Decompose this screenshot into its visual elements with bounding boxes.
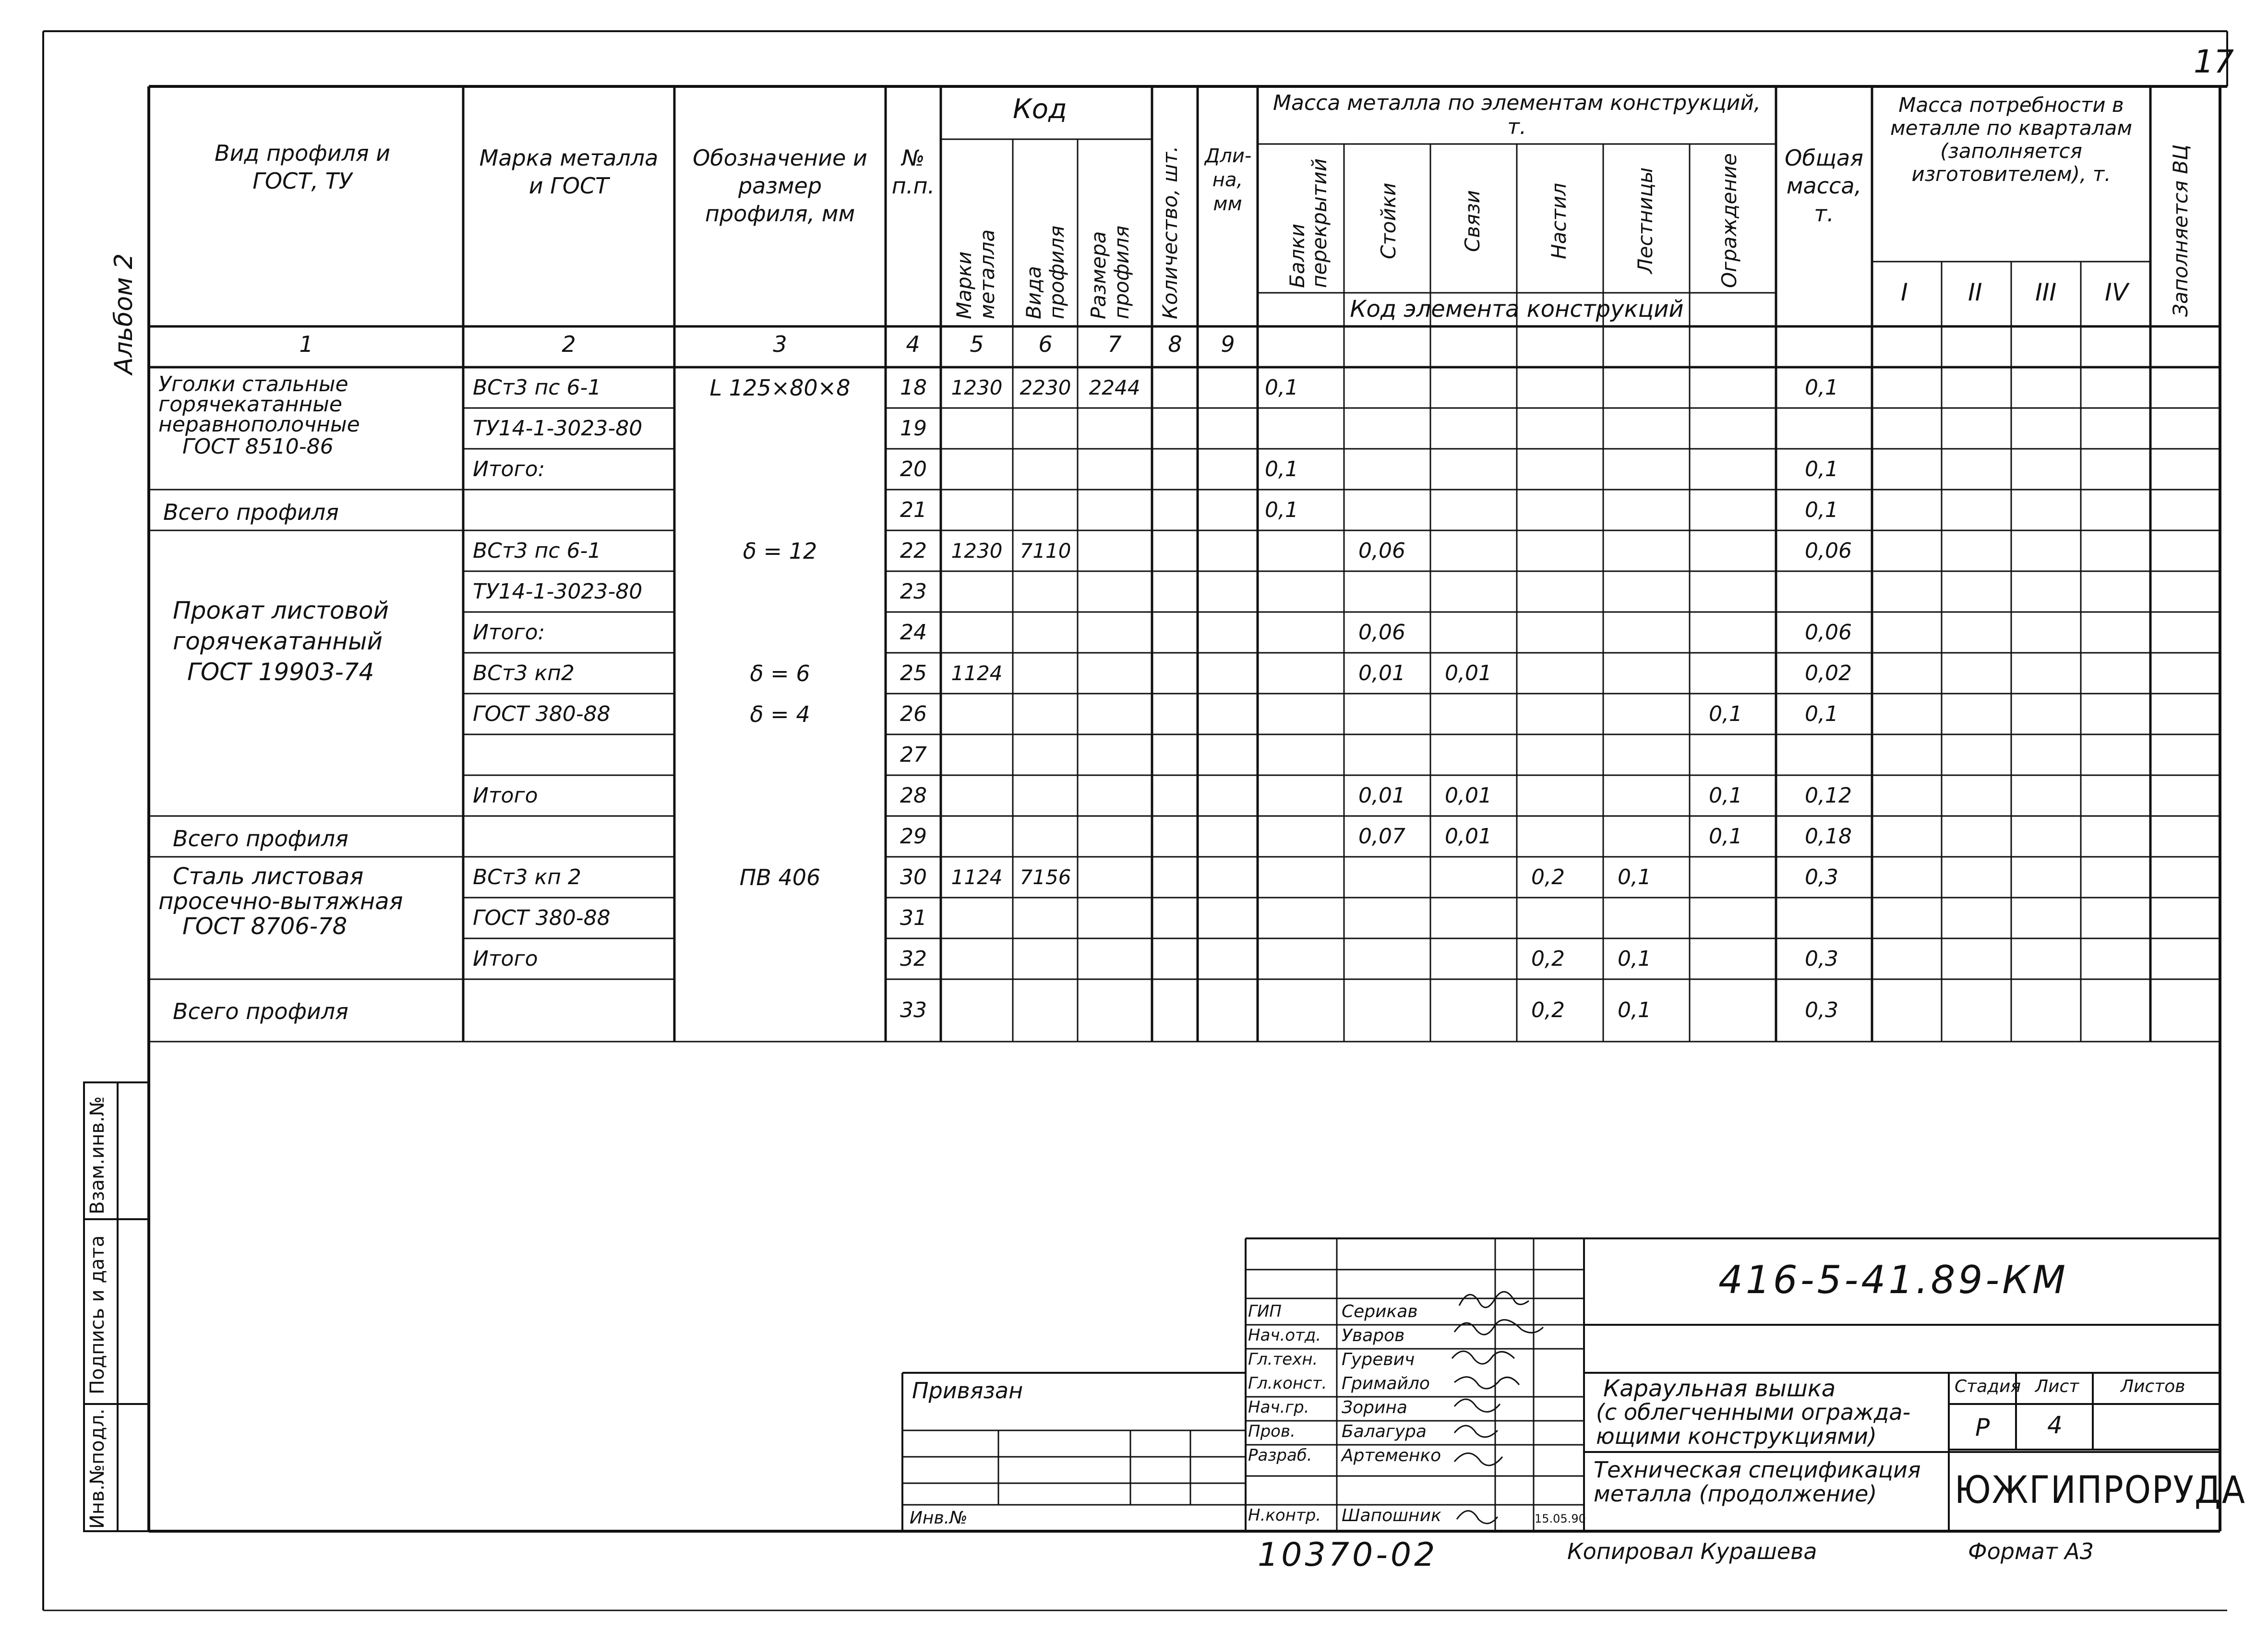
cell-tot-row-24: 0,06: [1805, 620, 1852, 645]
cell-c6-row-22: 7110: [1020, 539, 1071, 563]
cell-e5-row-33: 0,1: [1618, 998, 1651, 1022]
cell-c2-row-18: ВСт3 пс 6-1: [473, 375, 601, 400]
title-name-7: Шапошник: [1342, 1506, 1441, 1525]
cell-n-row-29: 29: [900, 824, 927, 849]
cell-c2-row-26: ГОСТ 380-88: [473, 701, 611, 726]
header-element-posts: Стойки: [1377, 182, 1400, 259]
col-number-6: 6: [1038, 331, 1053, 357]
cell-e2-row-29: 0,07: [1358, 824, 1405, 849]
cell-c2-row-19: ТУ14-1-3023-80: [473, 416, 643, 441]
cell-c2-row-24: Итого:: [473, 620, 545, 645]
cell-c2-row-22: ВСт3 пс 6-1: [473, 538, 601, 563]
group-angles-label: [158, 374, 360, 457]
col-number-3: 3: [773, 331, 787, 357]
cell-tot-row-20: 0,1: [1805, 456, 1838, 481]
col-number-7: 7: [1107, 331, 1122, 357]
header-quarter-3: III: [2035, 278, 2057, 306]
cell-c3-row-30: ПВ 406: [739, 864, 821, 890]
cell-tot-row-32: 0,3: [1805, 946, 1838, 971]
cell-e6-row-28: 0,1: [1709, 783, 1742, 808]
group-angles-line1: Уголки стальные: [158, 372, 348, 396]
col-number-2: 2: [562, 331, 576, 357]
cell-n-row-32: 32: [900, 946, 927, 971]
cell-e3-row-25: 0,01: [1445, 660, 1492, 685]
cell-tot-row-30: 0,3: [1805, 864, 1838, 889]
cell-n-row-28: 28: [900, 783, 927, 808]
title-name-2: Гуревич: [1342, 1350, 1415, 1369]
cell-e2-row-22: 0,06: [1358, 538, 1405, 563]
album-label: Альбом 2: [109, 253, 138, 374]
cell-tot-row-26: 0,1: [1805, 701, 1838, 726]
copied-by: Копировал Курашева: [1567, 1538, 1817, 1564]
cell-c5-row-22: 1230: [951, 539, 1003, 563]
cell-e6-row-26: 0,1: [1709, 701, 1742, 726]
title-date: 15.05.90: [1535, 1512, 1586, 1525]
cell-c2-row-20: Итого:: [473, 456, 545, 481]
group-expanded-total: Всего профиля: [173, 998, 348, 1024]
stage-value: Р: [1975, 1414, 1990, 1441]
header-profile-designation: Обозначение и размер профиля, мм: [693, 145, 867, 227]
cell-tot-row-21: 0,1: [1805, 497, 1838, 522]
header-code: Код: [1013, 94, 1067, 125]
group-angles-line2: горячекатанные: [158, 392, 342, 417]
group-expanded-line2: просечно-вытяжная: [158, 888, 403, 915]
header-element-stairs: Лестницы: [1633, 167, 1657, 274]
header-element-braces: Связи: [1461, 190, 1484, 252]
cell-c2-row-28: Итого: [473, 783, 538, 808]
header-need-group: Масса потребности в металле по кварталам (заполняется изготовителем), т.: [1890, 93, 2133, 186]
cell-tot-row-25: 0,02: [1805, 660, 1852, 685]
cell-n-row-27: 27: [900, 742, 927, 767]
signature-scribbles: [1452, 1292, 1543, 1524]
header-code-size: Размера профиля: [1087, 225, 1133, 319]
inventory-label: Инв.№: [910, 1508, 968, 1528]
title-role-4: Нач.гр.: [1248, 1398, 1309, 1417]
cell-c2-row-30: ВСт3 кп 2: [473, 864, 581, 889]
header-element-fence: Ограждение: [1717, 153, 1741, 288]
sheet-number: 17: [2194, 43, 2234, 80]
cell-c3-row-26: δ = 4: [750, 701, 810, 727]
cell-e5-row-30: 0,1: [1618, 864, 1651, 889]
cell-c7-row-18: 2244: [1089, 375, 1140, 399]
cell-c3-row-25: δ = 6: [750, 660, 810, 686]
cell-tot-row-33: 0,3: [1805, 998, 1838, 1022]
cell-c6-row-30: 7156: [1020, 865, 1071, 889]
cell-e4-row-33: 0,2: [1531, 998, 1565, 1022]
cell-c5-row-30: 1124: [951, 865, 1003, 889]
privyazan-label: Привязан: [912, 1378, 1023, 1404]
group-expanded-line3: ГОСТ 8706-78: [182, 913, 348, 940]
sheets-label: Листов: [2121, 1377, 2185, 1396]
cell-n-row-23: 23: [900, 579, 927, 604]
subtitle-line-1: Техническая спецификация: [1594, 1457, 1921, 1483]
title-role-3: Гл.конст.: [1248, 1374, 1327, 1393]
title-name-6: Артеменко: [1342, 1446, 1441, 1465]
cell-n-row-22: 22: [900, 538, 927, 563]
group-expanded-label: [158, 863, 403, 940]
cell-e1-row-18: 0,1: [1265, 375, 1298, 400]
cell-n-row-20: 20: [900, 456, 927, 481]
cell-e2-row-25: 0,01: [1358, 660, 1405, 685]
cell-e5-row-32: 0,1: [1618, 946, 1651, 971]
header-code-metal: Марки металла: [952, 229, 999, 319]
subtitle-line-2: металла (продолжение): [1594, 1481, 1877, 1507]
group-angles-total: Всего профиля: [163, 499, 339, 525]
stamp-signature-date: Подпись и дата: [86, 1235, 108, 1394]
group-angles-line4: ГОСТ 8510-86: [182, 434, 334, 459]
header-item-number: № п.п.: [891, 145, 935, 199]
document-code: 416-5-41.89-КМ: [1718, 1258, 2069, 1302]
cell-e1-row-21: 0,1: [1265, 497, 1298, 522]
col-number-8: 8: [1168, 331, 1182, 357]
header-quarter-4: IV: [2105, 278, 2128, 306]
cell-c2-row-31: ГОСТ 380-88: [473, 905, 611, 930]
title-name-0: Серикав: [1342, 1302, 1418, 1321]
title-line-1: Караульная вышка: [1603, 1375, 1836, 1402]
header-code-profile: Вида профиля: [1022, 225, 1068, 319]
title-name-5: Балагура: [1342, 1422, 1427, 1441]
group-expanded-line1: Сталь листовая: [173, 863, 364, 890]
cell-c5-row-18: 1230: [951, 375, 1003, 399]
cell-tot-row-18: 0,1: [1805, 375, 1838, 400]
header-element-code: Код элемента конструкций: [1350, 296, 1684, 323]
cell-e3-row-28: 0,01: [1445, 783, 1492, 808]
group-sheet-line1: Прокат листовой: [173, 597, 389, 624]
cell-e6-row-29: 0,1: [1709, 824, 1742, 849]
group-sheet-line3: ГОСТ 19903-74: [187, 658, 374, 686]
cell-n-row-33: 33: [900, 998, 927, 1022]
stamp-replace-inventory: Взам.инв.№: [86, 1096, 108, 1214]
cell-c3-row-18: L 125×80×8: [709, 374, 851, 401]
cell-e4-row-32: 0,2: [1531, 946, 1565, 971]
header-total-mass: Общая масса, т.: [1785, 145, 1863, 227]
cell-c2-row-32: Итого: [473, 946, 538, 971]
cell-n-row-30: 30: [900, 864, 927, 889]
col-number-4: 4: [906, 331, 920, 357]
cell-c2-row-25: ВСт3 кп2: [473, 660, 575, 685]
cell-c6-row-18: 2230: [1020, 375, 1071, 399]
col-number-9: 9: [1221, 331, 1235, 357]
cell-e3-row-29: 0,01: [1445, 824, 1492, 849]
title-line-3: ющими конструкциями): [1596, 1423, 1877, 1449]
cell-c2-row-23: ТУ14-1-3023-80: [473, 579, 643, 604]
cell-e2-row-24: 0,06: [1358, 620, 1405, 645]
group-angles-line3: неравнополочные: [158, 412, 360, 437]
cell-e1-row-20: 0,1: [1265, 456, 1298, 481]
group-sheet-label: [173, 595, 389, 687]
header-element-deck: Настил: [1547, 182, 1571, 259]
cell-c5-row-25: 1124: [951, 661, 1003, 685]
header-length: Дли-на, мм: [1205, 145, 1252, 215]
title-role-5: Пров.: [1248, 1422, 1296, 1441]
header-quantity: Количество, шт.: [1158, 145, 1182, 319]
header-quarter-2: II: [1968, 278, 1982, 306]
header-mass-group: Масса металла по элементам конструкций, т.: [1273, 91, 1761, 139]
archive-number: 10370-02: [1258, 1536, 1438, 1574]
stage-label: Стадия: [1955, 1377, 2021, 1396]
header-filled-by-vc: Заполняется ВЦ: [2169, 144, 2192, 317]
header-quarter-1: I: [1901, 278, 1908, 306]
cell-tot-row-29: 0,18: [1805, 824, 1852, 849]
title-role-6: Разраб.: [1248, 1446, 1312, 1465]
title-name-1: Уваров: [1342, 1326, 1405, 1345]
title-name-3: Гримайло: [1342, 1374, 1430, 1393]
title-role-1: Нач.отд.: [1248, 1326, 1321, 1345]
title-role-7: Н.контр.: [1248, 1506, 1321, 1525]
cell-e4-row-30: 0,2: [1531, 864, 1565, 889]
stamp-inventory-number: Инв.№подл.: [86, 1408, 108, 1529]
sheet-label: Лист: [2035, 1377, 2079, 1396]
title-role-2: Гл.техн.: [1248, 1350, 1318, 1369]
col-number-5: 5: [970, 331, 984, 357]
cell-n-row-31: 31: [900, 905, 927, 930]
cell-n-row-21: 21: [900, 497, 927, 522]
organization-name: ЮЖГИПРОРУДА: [1955, 1469, 2246, 1512]
cell-n-row-19: 19: [900, 416, 927, 441]
cell-tot-row-22: 0,06: [1805, 538, 1852, 563]
cell-n-row-24: 24: [900, 620, 927, 645]
header-metal-grade: Марка металла и ГОСТ: [479, 145, 659, 199]
title-role-0: ГИП: [1248, 1302, 1282, 1321]
cell-c3-row-22: δ = 12: [743, 538, 817, 564]
group-sheet-line2: горячекатанный: [173, 627, 383, 655]
header-element-beams: Балки перекрытий: [1285, 158, 1331, 288]
sheet-value: 4: [2047, 1411, 2063, 1439]
title-name-4: Зорина: [1342, 1398, 1407, 1417]
cell-e2-row-28: 0,01: [1358, 783, 1405, 808]
header-profile-type: Вид профиля и ГОСТ, ТУ: [214, 140, 391, 194]
cell-n-row-25: 25: [900, 660, 927, 685]
col-number-1: 1: [299, 331, 313, 357]
cell-tot-row-28: 0,12: [1805, 783, 1852, 808]
title-line-2: (с облегченными огражда-: [1596, 1399, 1911, 1425]
format-label: Формат А3: [1968, 1538, 2094, 1564]
cell-n-row-26: 26: [900, 701, 927, 726]
group-sheet-total: Всего профиля: [173, 826, 348, 852]
cell-n-row-18: 18: [900, 375, 927, 400]
